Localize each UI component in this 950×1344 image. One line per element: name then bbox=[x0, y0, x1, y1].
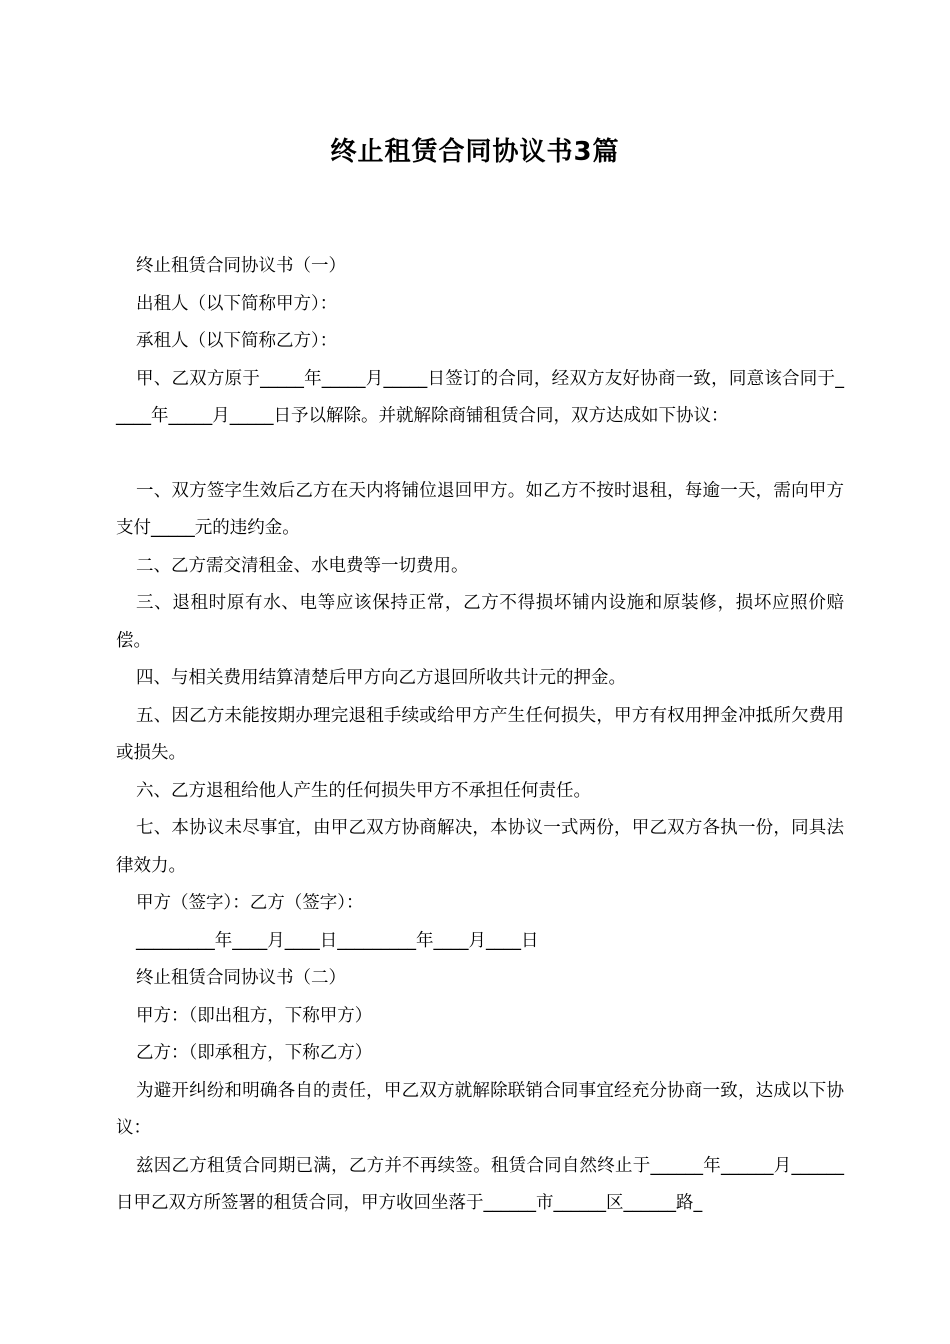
party-a-line: 甲方：（即出租方，下称甲方） bbox=[136, 1005, 373, 1026]
clause-3: 三、退租时原有水、电等应该保持正常，乙方不得损坏铺内设施和原装修，损坏应照价赔偿。 bbox=[116, 593, 844, 651]
document-title: 终止租赁合同协议书3篇 bbox=[330, 137, 620, 167]
document-body bbox=[116, 248, 844, 1223]
clause-1: 一、双方签字生效后乙方在天内将铺位退回甲方。如乙方不按时退租，每逾一天，需向甲方支付_____元的违约金。 bbox=[116, 480, 844, 538]
lessor-line: 出租人（以下简称甲方）： bbox=[136, 293, 338, 314]
section-heading-2: 终止租赁合同协议书（二） bbox=[136, 968, 346, 988]
termination-paragraph: 兹因乙方租赁合同期已满，乙方并不再续签。租赁合同自然终止于______年______月______日甲乙双方所签署的租赁合同，甲方收回坐落于______市______区______路_ bbox=[116, 1155, 844, 1213]
party-b-line: 乙方：（即承租方，下称乙方） bbox=[136, 1043, 373, 1063]
blank-line bbox=[116, 436, 844, 473]
clause-4: 四、与相关费用结算清楚后甲方向乙方退回所收共计元的押金。 bbox=[136, 668, 626, 688]
clause-2: 二、乙方需交清租金、水电费等一切费用。 bbox=[136, 555, 469, 576]
section-heading-1: 终止租赁合同协议书（一） bbox=[136, 256, 346, 276]
intro-paragraph: 甲、乙双方原于_____年_____月_____日签订的合同，经双方友好协商一致，同意该合同于_____年_____月_____日予以解除。并就解除商铺租赁合同，双方达成如下协议： bbox=[116, 368, 844, 426]
clause-7: 七、本协议未尽事宜，由甲乙双方协商解决，本协议一式两份，甲乙双方各执一份，同具法律效力。 bbox=[116, 818, 844, 876]
purpose-paragraph: 为避开纠纷和明确各自的责任，甲乙双方就解除联销合同事宜经充分协商一致，达成以下协议： bbox=[116, 1080, 844, 1138]
lessee-line: 承租人（以下简称乙方）： bbox=[136, 331, 338, 351]
clause-5: 五、因乙方未能按期办理完退租手续或给甲方产生任何损失，甲方有权用押金冲抵所欠费用或损失。 bbox=[116, 705, 844, 763]
signature-line: 甲方（签字）：乙方（签字）： bbox=[136, 893, 364, 913]
clause-6: 六、乙方退租给他人产生的任何损失甲方不承担任何责任。 bbox=[136, 780, 591, 801]
date-line: _________年____月____日_________年____月____日 bbox=[136, 930, 539, 951]
